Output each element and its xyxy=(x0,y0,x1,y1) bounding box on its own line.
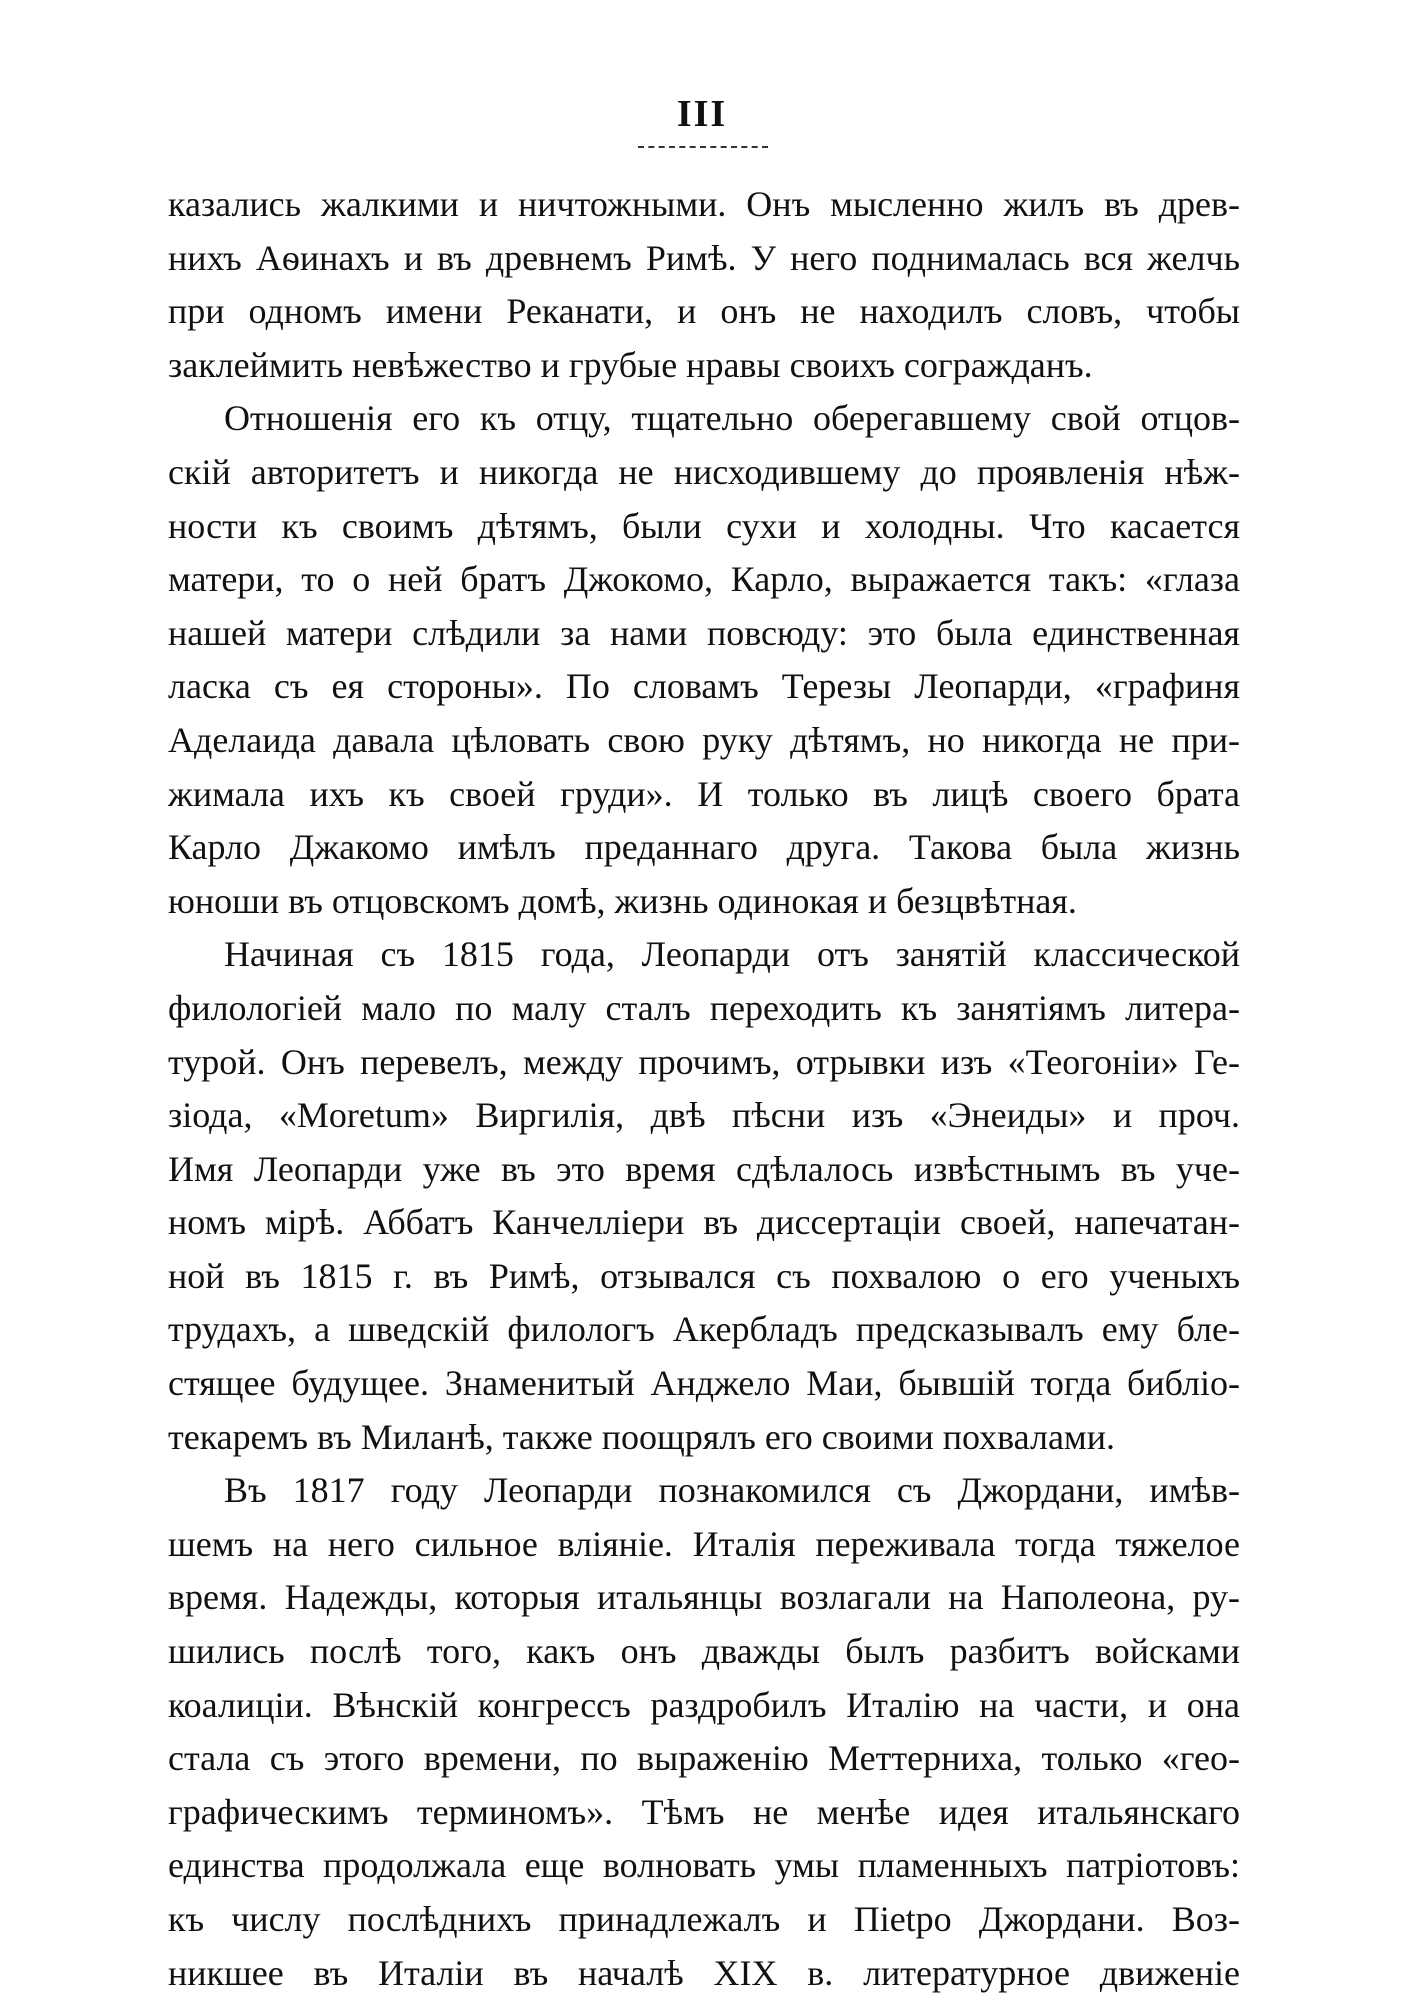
text-line: стящее будущее. Знаменитый Анджело Маи, бывшій тогда библіо- xyxy=(168,1363,1240,1404)
text-line: къ числу послѣднихъ принадлежалъ и Пietро Джордани. Воз- xyxy=(168,1899,1240,1939)
text-line: Аделаида давала цѣловать свою руку дѣтямъ, но никогда не при- xyxy=(168,719,1240,760)
text-line: турой. Онъ перевелъ, между прочимъ, отрывки изъ «Теогоніи» Ге- xyxy=(168,1041,1240,1082)
text-line: время. Надежды, которыя итальянцы возлагали на Наполеона, ру- xyxy=(168,1577,1240,1618)
page-number: III xyxy=(676,93,728,135)
text-line: Въ 1817 году Леопарди познакомился съ Джордани, имѣв- xyxy=(224,1470,1240,1511)
text-line: нашей матери слѣдили за нами повсюду: это была единственная xyxy=(168,612,1240,653)
text-line: казались жалкими и ничтожными. Онъ мысленно жилъ въ древ- xyxy=(168,184,1240,224)
text-line: Отношенія его къ отцу, тщательно оберегавшему свой отцов- xyxy=(224,398,1240,439)
text-line: жимала ихъ къ своей груди». И только въ лицѣ своего брата xyxy=(168,773,1240,814)
text-line: стала съ этого времени, по выраженію Меттерниха, только «гео- xyxy=(168,1738,1240,1779)
body-text xyxy=(168,178,1240,2000)
text-line: заклеймить невѣжество и грубые нравы своихъ согражданъ. xyxy=(168,344,1093,385)
page-number-rule xyxy=(638,146,768,148)
text-line: шемъ на него сильное вліяніе. Италія переживала тогда тяжелое xyxy=(168,1523,1240,1564)
text-line: зіода, «Moretum» Виргилія, двѣ пѣсни изъ «Энеиды» и проч. xyxy=(168,1095,1240,1136)
text-line: шились послѣ того, какъ онъ дважды былъ разбитъ войсками xyxy=(168,1631,1240,1672)
text-line: скій авторитетъ и никогда не нисходившему до проявленія нѣж- xyxy=(168,451,1240,492)
text-line: при одномъ имени Реканати, и онъ не находилъ словъ, чтобы xyxy=(168,291,1240,332)
text-line: Карло Джакомо имѣлъ преданнаго друга. Такова была жизнь xyxy=(168,827,1240,868)
text-line: коалиціи. Вѣнскій конгрессъ раздробилъ Италію на части, и она xyxy=(168,1684,1240,1725)
text-line: номъ мірѣ. Аббатъ Канчелліери въ диссертаціи своей, напечатан- xyxy=(168,1202,1240,1243)
text-line: текаремъ въ Миланѣ, также поощрялъ его своими похвалами. xyxy=(168,1416,1115,1457)
text-line: единства продолжала еще волновать умы пламенныхъ патріотовъ: xyxy=(168,1845,1240,1886)
text-line: юноши въ отцовскомъ домѣ, жизнь одинокая и безцвѣтная. xyxy=(168,880,1077,921)
text-line: филологіей мало по малу сталъ переходить къ занятіямъ литера- xyxy=(168,987,1240,1028)
text-line: ной въ 1815 г. въ Римѣ, отзывался съ похвалою о его ученыхъ xyxy=(168,1255,1240,1296)
text-line: графическимъ терминомъ». Тѣмъ не менѣе идея итальянскаго xyxy=(168,1791,1240,1832)
text-line: ности къ своимъ дѣтямъ, были сухи и холодны. Что касается xyxy=(168,505,1240,546)
text-line: Имя Леопарди уже въ это время сдѣлалось извѣстнымъ въ уче- xyxy=(168,1148,1240,1189)
text-line: Начиная съ 1815 года, Леопарди отъ занятій классической xyxy=(224,934,1240,975)
text-line: матери, то о ней братъ Джокомо, Карло, выражается такъ: «глаза xyxy=(168,559,1240,600)
text-line: ласка съ ея стороны». По словамъ Терезы Леопарди, «графиня xyxy=(168,666,1240,707)
text-line: трудахъ, а шведскій филологъ Акербладъ предсказывалъ ему бле- xyxy=(168,1309,1240,1350)
text-line: никшее въ Италіи въ началѣ XIX в. литературное движеніе xyxy=(168,1952,1240,1993)
text-line: нихъ Аѳинахъ и въ древнемъ Римѣ. У него поднималась вся желчь xyxy=(168,237,1240,278)
